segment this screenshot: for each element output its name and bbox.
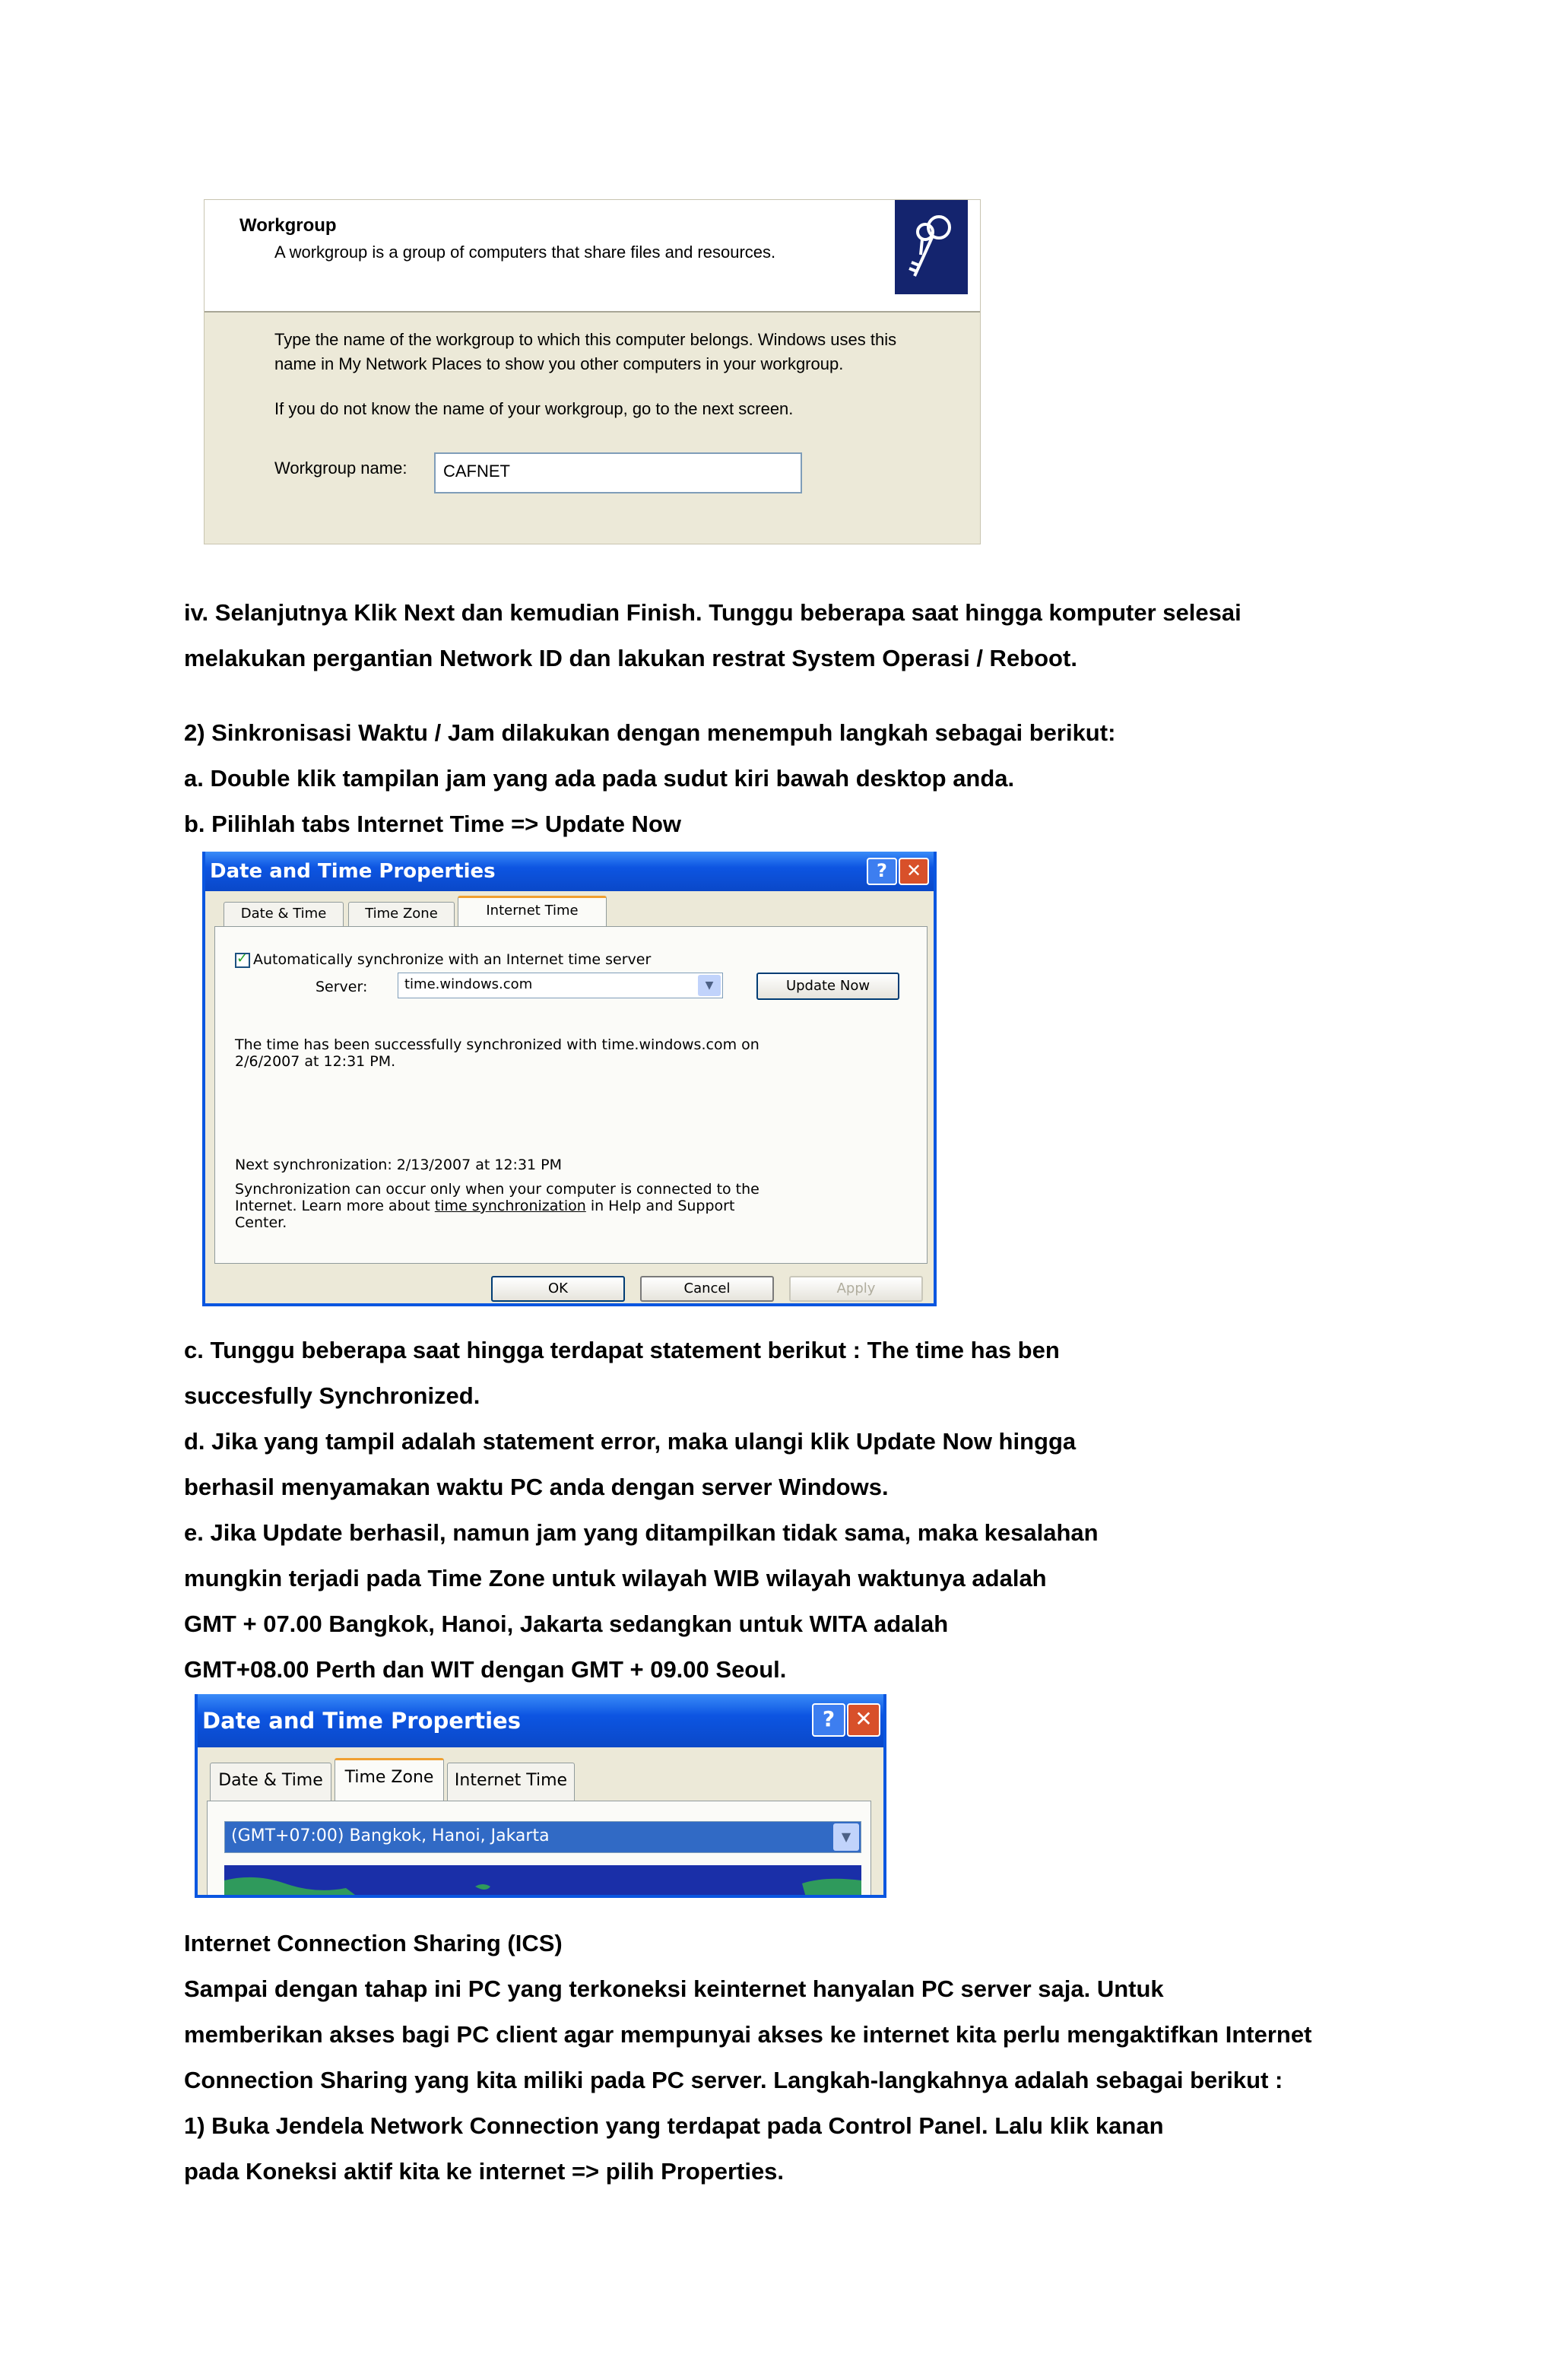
close-button[interactable]: ✕ (899, 858, 929, 885)
text-line: 2) Sinkronisasi Waktu / Jam dilakukan dengan menempuh langkah sebagai berikut: (184, 719, 1116, 746)
paragraph-time-sync (184, 710, 1115, 847)
sync-note (235, 1181, 759, 1231)
text-line: Connection Sharing yang kita miliki pada PC server. Langkah-langkahnya adalah sebagai berikut : (184, 2067, 1283, 2093)
server-select[interactable] (398, 973, 723, 998)
text-line: memberikan akses bagi PC client agar mempunyai akses ke internet kita perlu mengaktifkan Internet (184, 2021, 1312, 2048)
chevron-down-icon[interactable]: ▼ (833, 1823, 859, 1851)
tab-time-zone[interactable]: Time Zone (335, 1758, 444, 1802)
text-line: b. Pilihlah tabs Internet Time => Update Now (184, 811, 681, 837)
dialog-title: Date and Time Properties (210, 860, 496, 883)
keys-icon (895, 200, 968, 294)
text-line: The time has been successfully synchronized with time.windows.com on (235, 1036, 759, 1053)
auto-sync-checkbox[interactable] (235, 951, 651, 968)
wizard-header (205, 200, 980, 313)
section-heading: Internet Connection Sharing (ICS) (184, 1930, 563, 1956)
wizard-title: Workgroup (239, 215, 337, 236)
paragraph-ics (184, 1921, 1311, 2194)
wizard-description: A workgroup is a group of computers that share files and resources. (274, 243, 776, 262)
workgroup-name-label: Workgroup name: (274, 459, 407, 478)
text-line: Center. (235, 1214, 287, 1231)
next-sync-text: Next synchronization: 2/13/2007 at 12:31 PM (235, 1157, 563, 1173)
tab-internet-time[interactable]: Internet Time (458, 896, 607, 928)
text-line: 2/6/2007 at 12:31 PM. (235, 1053, 396, 1070)
text-line: Sampai dengan tahap ini PC yang terkoneksi keinternet hanyalan PC server saja. Untuk (184, 1975, 1164, 2002)
sync-success-message (235, 1036, 759, 1070)
text-line: d. Jika yang tampil adalah statement error, maka ulangi klik Update Now hingga (184, 1428, 1077, 1455)
tab-time-zone[interactable]: Time Zone (348, 902, 455, 926)
internet-time-panel (214, 926, 928, 1264)
cancel-button[interactable]: Cancel (640, 1276, 774, 1302)
text-line: berhasil menyamakan waktu PC anda dengan server Windows. (184, 1474, 889, 1500)
time-zone-select[interactable] (224, 1821, 861, 1853)
text-line: GMT + 07.00 Bangkok, Hanoi, Jakarta sedangkan untuk WITA adalah (184, 1610, 949, 1637)
wizard-hint: If you do not know the name of your workgroup, go to the next screen. (274, 399, 794, 418)
text-line: melakukan pergantian Network ID dan lakukan restrat System Operasi / Reboot. (184, 645, 1077, 671)
tab-internet-time[interactable]: Internet Time (447, 1763, 575, 1801)
wizard-instruction (274, 328, 896, 376)
text-fragment: Internet. Learn more about (235, 1198, 435, 1214)
time-zone-dialog (195, 1694, 886, 1898)
apply-button[interactable]: Apply (789, 1276, 923, 1302)
instruction-line: name in My Network Places to show you other computers in your workgroup. (274, 354, 844, 373)
text-line: GMT+08.00 Perth dan WIT dengan GMT + 09.00 Seoul. (184, 1656, 787, 1683)
instruction-line: Type the name of the workgroup to which this computer belongs. Windows uses this (274, 330, 897, 349)
workgroup-screenshot (204, 199, 981, 544)
close-button[interactable]: ✕ (847, 1703, 880, 1737)
dialog-titlebar (198, 1694, 883, 1747)
text-line: iv. Selanjutnya Klik Next dan kemudian Finish. Tunggu beberapa saat hingga komputer selesai (184, 599, 1241, 626)
paragraph-step-iv (184, 590, 1241, 681)
dialog-title: Date and Time Properties (202, 1708, 521, 1734)
text-line: pada Koneksi aktif kita ke internet => pilih Properties. (184, 2158, 785, 2185)
text-line: mungkin terjadi pada Time Zone untuk wilayah WIB wilayah waktunya adalah (184, 1565, 1047, 1591)
text-line (235, 1198, 759, 1214)
help-button[interactable]: ? (867, 858, 897, 885)
auto-sync-label: Automatically synchronize with an Internet time server (253, 951, 652, 968)
checkbox-checked-icon[interactable] (235, 953, 250, 968)
text-line: e. Jika Update berhasil, namun jam yang ditampilkan tidak sama, maka kesalahan (184, 1519, 1099, 1546)
text-line: c. Tunggu beberapa saat hingga terdapat statement berikut : The time has ben (184, 1337, 1060, 1363)
dialog-titlebar (205, 852, 934, 891)
workgroup-name-input[interactable]: CAFNET (434, 452, 802, 493)
update-now-button[interactable]: Update Now (756, 973, 899, 1000)
tab-date-time[interactable]: Date & Time (210, 1763, 331, 1801)
text-line: succesfully Synchronized. (184, 1382, 480, 1409)
server-value: time.windows.com (404, 976, 533, 992)
internet-time-dialog (202, 852, 937, 1306)
tab-date-time[interactable]: Date & Time (224, 902, 344, 926)
time-sync-link[interactable]: time synchronization (434, 1198, 586, 1214)
text-line: a. Double klik tampilan jam yang ada pada sudut kiri bawah desktop anda. (184, 765, 1015, 792)
text-fragment: in Help and Support (585, 1198, 735, 1214)
time-zone-value: (GMT+07:00) Bangkok, Hanoi, Jakarta (231, 1826, 550, 1845)
text-line: 1) Buka Jendela Network Connection yang terdapat pada Control Panel. Lalu klik kanan (184, 2112, 1164, 2139)
server-label: Server: (316, 979, 368, 995)
text-line: Synchronization can occur only when your computer is connected to the (235, 1181, 759, 1198)
help-button[interactable]: ? (812, 1703, 845, 1737)
time-zone-panel (207, 1801, 871, 1898)
ok-button[interactable]: OK (491, 1276, 625, 1302)
chevron-down-icon[interactable]: ▼ (698, 975, 721, 996)
paragraph-steps-c-e (184, 1328, 1099, 1693)
world-map-image (224, 1865, 861, 1898)
